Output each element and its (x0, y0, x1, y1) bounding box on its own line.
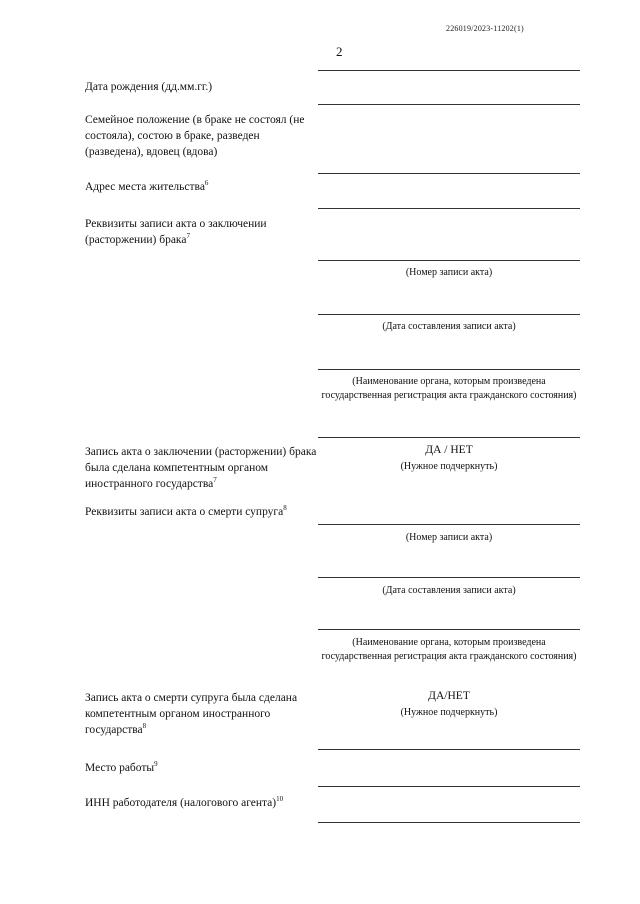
line-death-record-date[interactable] (318, 577, 580, 578)
line-marriage-record-date[interactable] (318, 314, 580, 315)
line-employer-inn[interactable] (318, 822, 580, 823)
line-marriage-authority[interactable] (318, 369, 580, 370)
label-address: Адрес места жительства$^6$ (85, 179, 209, 193)
label-marriage-foreign: Запись акта о заключении (расторжении) брака была сделана компетентным органом иностранного государства$^7$ (85, 446, 317, 490)
line-birth-date[interactable] (318, 104, 580, 105)
caption-death-record-number: (Номер записи акта) (405, 532, 493, 543)
label-workplace: Место работы$^9$ (85, 760, 158, 774)
page-number: 2 (336, 44, 343, 59)
label-death-record: Реквизиты записи акта о смерти супруга$^8$ (85, 504, 287, 518)
line-address[interactable] (318, 208, 580, 209)
line-after-authority (318, 437, 580, 438)
label-birth-date: Дата рождения (дд.мм.гг.) (85, 81, 213, 93)
caption-record-date: (Дата составления записи акта) (382, 321, 516, 332)
label-death-foreign: Запись акта о смерти супруга была сделана компетентным органом иностранного государства$^8$ (85, 692, 298, 736)
line-workplace[interactable] (318, 786, 580, 787)
line-death-record-number[interactable] (318, 524, 580, 525)
line-marital-status[interactable] (318, 173, 580, 174)
caption-death-record-date: (Дата составления записи акта) (382, 585, 516, 596)
caption-underline-death: (Нужное подчеркнуть) (400, 707, 498, 718)
caption-record-number: (Номер записи акта) (405, 267, 493, 278)
yes-no-death[interactable]: ДА/НЕТ (428, 690, 470, 702)
label-marriage-record: Реквизиты записи акта о заключении (расторжении) брака$^7$ (85, 218, 267, 246)
line-marriage-record-number[interactable] (318, 260, 580, 261)
caption-authority: (Наименование органа, которым произведена государственная регистрация акта гражданского состояния) (321, 376, 577, 401)
label-marital-status: Семейное положение (в браке не состоял (не состояла), состою в браке, разведен (разведена), вдовец (вдова) (85, 114, 305, 158)
label-employer-inn: ИНН работодателя (налогового агента)$^{10}$ (85, 795, 284, 809)
yes-no-marriage[interactable]: ДА / НЕТ (425, 444, 473, 456)
line-after-death-foreign (318, 749, 580, 750)
line-death-authority[interactable] (318, 629, 580, 630)
caption-underline-marriage: (Нужное подчеркнуть) (400, 461, 498, 472)
document-number: 226019/2023-11202(1) (446, 24, 524, 33)
top-line (318, 70, 580, 71)
caption-death-authority: (Наименование органа, которым произведена государственная регистрация акта гражданского состояния) (321, 637, 577, 662)
